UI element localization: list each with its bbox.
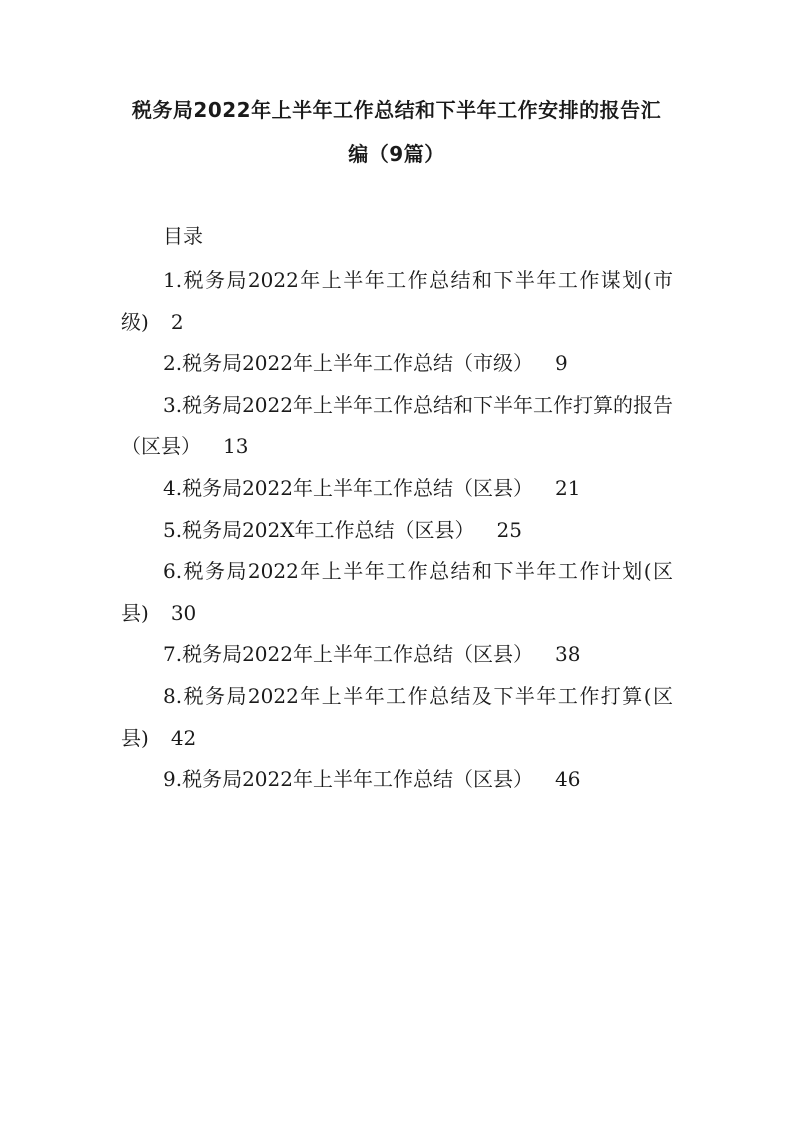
toc-entry-text: 2.税务局2022年上半年工作总结（市级） <box>163 351 533 376</box>
toc-entry-4[interactable] <box>121 468 673 510</box>
toc-entry-page: 21 <box>554 475 581 500</box>
toc-entry-2[interactable] <box>121 343 673 385</box>
toc-entry-3[interactable] <box>121 385 673 468</box>
toc-entry-page: 2 <box>170 309 184 334</box>
toc-entry-page: 30 <box>170 600 197 625</box>
toc-entry-text: 9.税务局2022年上半年工作总结（区县） <box>163 767 533 792</box>
toc-entry-text: 4.税务局2022年上半年工作总结（区县） <box>163 475 533 500</box>
toc-heading: 目录 <box>163 224 203 248</box>
toc-entry-page: 13 <box>223 434 249 459</box>
toc-entry-page: 9 <box>554 351 568 376</box>
toc-entry-7[interactable] <box>121 634 673 676</box>
toc-entry-9[interactable] <box>121 759 673 801</box>
toc-entry-page: 25 <box>496 517 522 542</box>
document-title-line-2: 编（9篇） <box>348 142 445 166</box>
toc-entry-page: 38 <box>554 642 581 667</box>
table-of-contents <box>121 260 673 801</box>
toc-entry-text: 5.税务局202X年工作总结（区县） <box>163 517 475 542</box>
toc-entry-page: 42 <box>170 725 197 750</box>
toc-entry-page: 46 <box>554 767 581 792</box>
toc-entry-text: 6.税务局2022年上半年工作总结和下半年工作计划(区县) <box>121 559 673 625</box>
toc-entry-text: 7.税务局2022年上半年工作总结（区县） <box>163 642 533 667</box>
toc-entry-8[interactable] <box>121 676 673 759</box>
toc-entry-text: 1.税务局2022年上半年工作总结和下半年工作谋划(市级) <box>121 268 673 334</box>
toc-entry-5[interactable] <box>121 510 673 552</box>
document-title-line-1: 税务局2022年上半年工作总结和下半年工作安排的报告汇 <box>131 98 662 122</box>
toc-entry-text: 8.税务局2022年上半年工作总结及下半年工作打算(区县) <box>121 683 673 750</box>
toc-entry-6[interactable] <box>121 551 673 634</box>
toc-entry-text: 3.税务局2022年上半年工作总结和下半年工作打算的报告（区县） <box>121 392 673 459</box>
document-title <box>110 88 683 176</box>
toc-entry-1[interactable] <box>121 260 673 343</box>
